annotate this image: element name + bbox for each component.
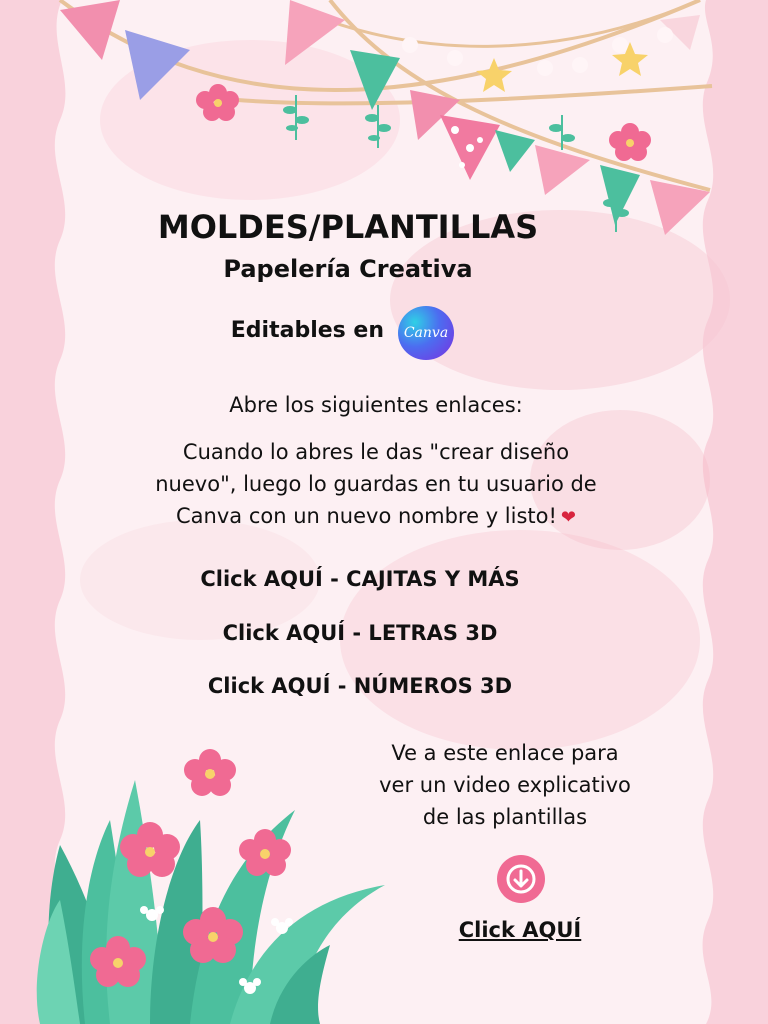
heart-icon: ❤ <box>560 507 576 528</box>
video-text-line: Ve a este enlace para <box>391 741 619 765</box>
canva-logo-icon: Canva <box>398 306 454 360</box>
intro-text: Abre los siguientes enlaces: <box>229 393 523 417</box>
link-numeros-3d[interactable]: Click AQUÍ - NÚMEROS 3D <box>207 674 513 698</box>
link-letras-3d[interactable]: Click AQUÍ - LETRAS 3D <box>222 621 498 645</box>
instructions <box>0 436 760 534</box>
link-cajitas[interactable]: Click AQUÍ - CAJITAS Y MÁS <box>200 567 520 591</box>
page-title: MOLDES/PLANTILLAS <box>157 208 539 246</box>
instruction-line: nuevo", luego lo guardas en tu usuario de <box>155 472 597 496</box>
video-link[interactable]: Click AQUÍ <box>458 918 582 942</box>
video-text-line: de las plantillas <box>422 805 588 829</box>
arrow-down-circle-icon[interactable] <box>497 855 545 903</box>
video-text-line: ver un video explicativo <box>379 773 631 797</box>
instruction-line: Cuando lo abres le das "crear diseño <box>182 440 570 464</box>
video-description <box>350 737 660 833</box>
instruction-line: Canva con un nuevo nombre y listo! ❤ <box>0 500 760 534</box>
editables-label: Editables en <box>230 318 384 343</box>
page-subtitle: Papelería Creativa <box>223 255 473 283</box>
